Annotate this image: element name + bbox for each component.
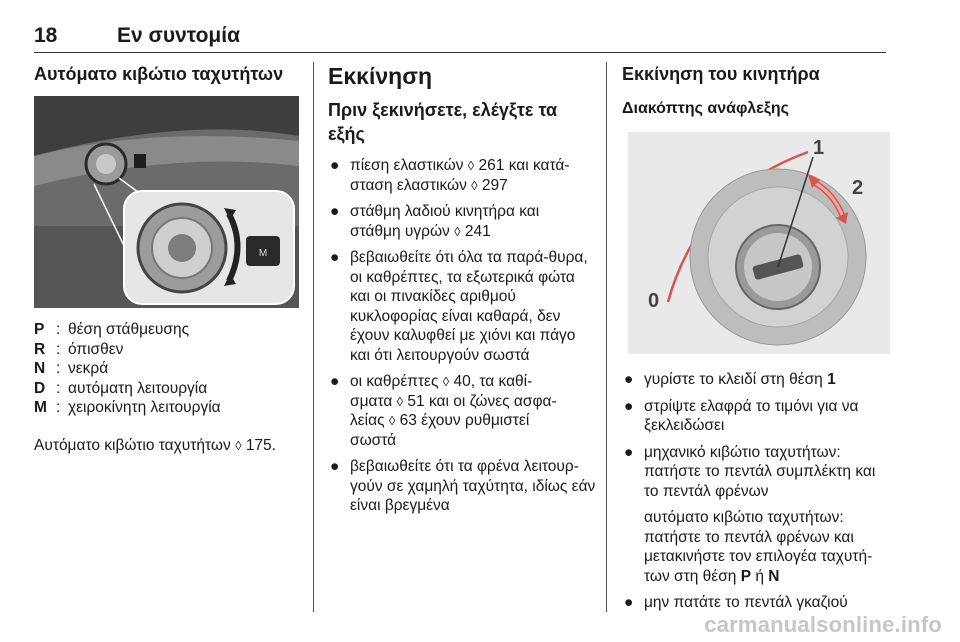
- list-item: ● μηχανικό κιβώτιο ταχυτήτων: πατήστε το πεντάλ συμπλέκτη και το πεντάλ φρένων αυτόματο κιβώτιο ταχυτήτων: πατήστε το πεντάλ φρένων και μετακινήστε τον επιλογέα ταχυτή-των στη θέση P ή N: [622, 443, 894, 587]
- page-number: 18: [34, 24, 58, 47]
- ignition-switch-illustration: [628, 132, 890, 354]
- column-divider: [313, 62, 314, 612]
- page-ref-link[interactable]: 241: [464, 222, 491, 240]
- column-gearbox: [34, 62, 299, 455]
- gear-key: N: [34, 360, 46, 377]
- page-ref-link[interactable]: 63: [399, 412, 417, 429]
- gear-position-row: D : αυτόματη λειτουργία: [34, 379, 208, 397]
- checklist: [328, 156, 596, 516]
- gear-key: P: [34, 321, 45, 338]
- gear-key: D: [34, 379, 46, 397]
- page-ref-icon: ◊: [396, 393, 404, 409]
- section-subtitle-check: Πριν ξεκινήσετε, ελέγξτε τα εξής: [328, 100, 558, 144]
- gear-value: θέση στάθμευσης: [68, 321, 190, 338]
- list-item: ● γυρίστε το κλειδί στη θέση 1: [624, 371, 836, 388]
- section-title-start: Εκκίνηση: [328, 63, 433, 89]
- gear-position-row: N : νεκρά: [34, 360, 109, 377]
- page-ref-link[interactable]: 261: [478, 157, 505, 174]
- gear-m-label: M: [258, 248, 268, 259]
- gear-key: R: [34, 340, 46, 358]
- list-item: ● μην πατάτε το πεντάλ γκαζιού: [624, 594, 848, 611]
- column-divider: [606, 62, 607, 612]
- page-ref-link[interactable]: 51: [407, 392, 425, 410]
- page-ref-icon: ◊: [471, 177, 478, 193]
- page-ref-icon: ◊: [442, 374, 450, 389]
- list-item: ● στρίψτε ελαφρά το τιμόνι για να ξεκλειδώσει: [624, 397, 859, 434]
- gear-value: όπισθεν: [68, 340, 124, 358]
- gear-key: M: [34, 399, 47, 416]
- page-header: [34, 22, 886, 53]
- page-ref-link[interactable]: 175.: [245, 436, 276, 454]
- list-item: ● οι καθρέπτες ◊ 40, τα καθί- σματα ◊ 51 και οι ζώνες ασφα- λείας ◊ 63 έχουν ρυθμιστεί σωστά: [330, 373, 557, 449]
- list-item: ● βεβαιωθείτε ότι όλα τα παρά-θυρα, οι καθρέπτες, τα εξωτερικά φώτα και οι πινακίδες αριθμού κυκλοφορίας είναι καθαρά, δεν έχουν καλυφθεί με χιόνι και πάγο και ότι λειτουργούν σωστά: [330, 249, 588, 364]
- gear-value: αυτόματη λειτουργία: [68, 379, 208, 397]
- page-ref-icon: ◊: [467, 158, 475, 173]
- ignition-switch-figure: [628, 132, 890, 354]
- section-subtitle-ignition: Διακόπτης ανάφλεξης: [622, 100, 789, 117]
- gear-value: χειροκίνητη λειτουργία: [68, 399, 221, 416]
- gear-selector-illustration: [34, 96, 299, 308]
- gear-selector-photo: [34, 96, 299, 308]
- list-item: ● βεβαιωθείτε ότι τα φρένα λειτουρ-γούν σε χαμηλή ταχύτητα, ιδίως εάν είναι βρεγμένα: [330, 458, 596, 514]
- gear-position-row: M : χειροκίνητη λειτουργία: [34, 399, 221, 416]
- list-item: ● πίεση ελαστικών ◊ 261 και κατά- σταση ελαστικών ◊ 297: [330, 157, 570, 194]
- start-steps: [622, 370, 894, 613]
- page-ref-link[interactable]: 297: [481, 176, 508, 194]
- position-1-label: 1: [813, 137, 825, 159]
- gear-position-row: R : όπισθεν: [34, 340, 124, 358]
- gear-value: νεκρά: [68, 360, 109, 377]
- position-0-label: 0: [648, 290, 660, 312]
- section-title-gearbox: Αυτόματο κιβώτιο ταχυτήτων: [34, 64, 284, 84]
- page-header-title: Εν συντομία: [117, 24, 240, 47]
- gearbox-reference: Αυτόματο κιβώτιο ταχυτήτων ◊ 175.: [34, 436, 276, 454]
- position-2-label: 2: [852, 177, 864, 199]
- gear-position-list: [34, 320, 299, 418]
- page-ref-icon: ◊: [454, 223, 461, 239]
- section-title-engine-start: Εκκίνηση του κινητήρα: [622, 64, 820, 84]
- gear-position-row: P : θέση στάθμευσης: [34, 321, 190, 338]
- list-item: ● στάθμη λαδιού κινητήρα και στάθμη υγρών ◊ 241: [330, 203, 540, 240]
- list-sub-paragraph: αυτόματο κιβώτιο ταχυτήτων: πατήστε το πεντάλ φρένων και μετακινήστε τον επιλογέα ταχυτή-των στη θέση P ή N: [644, 509, 873, 585]
- page-ref-icon: ◊: [235, 437, 242, 453]
- page-ref-icon: ◊: [388, 413, 396, 428]
- watermark: carmanualsonline.info: [704, 612, 942, 637]
- column-engine-start: [622, 62, 894, 620]
- column-start: [328, 62, 596, 523]
- page-ref-link[interactable]: 40: [453, 373, 471, 390]
